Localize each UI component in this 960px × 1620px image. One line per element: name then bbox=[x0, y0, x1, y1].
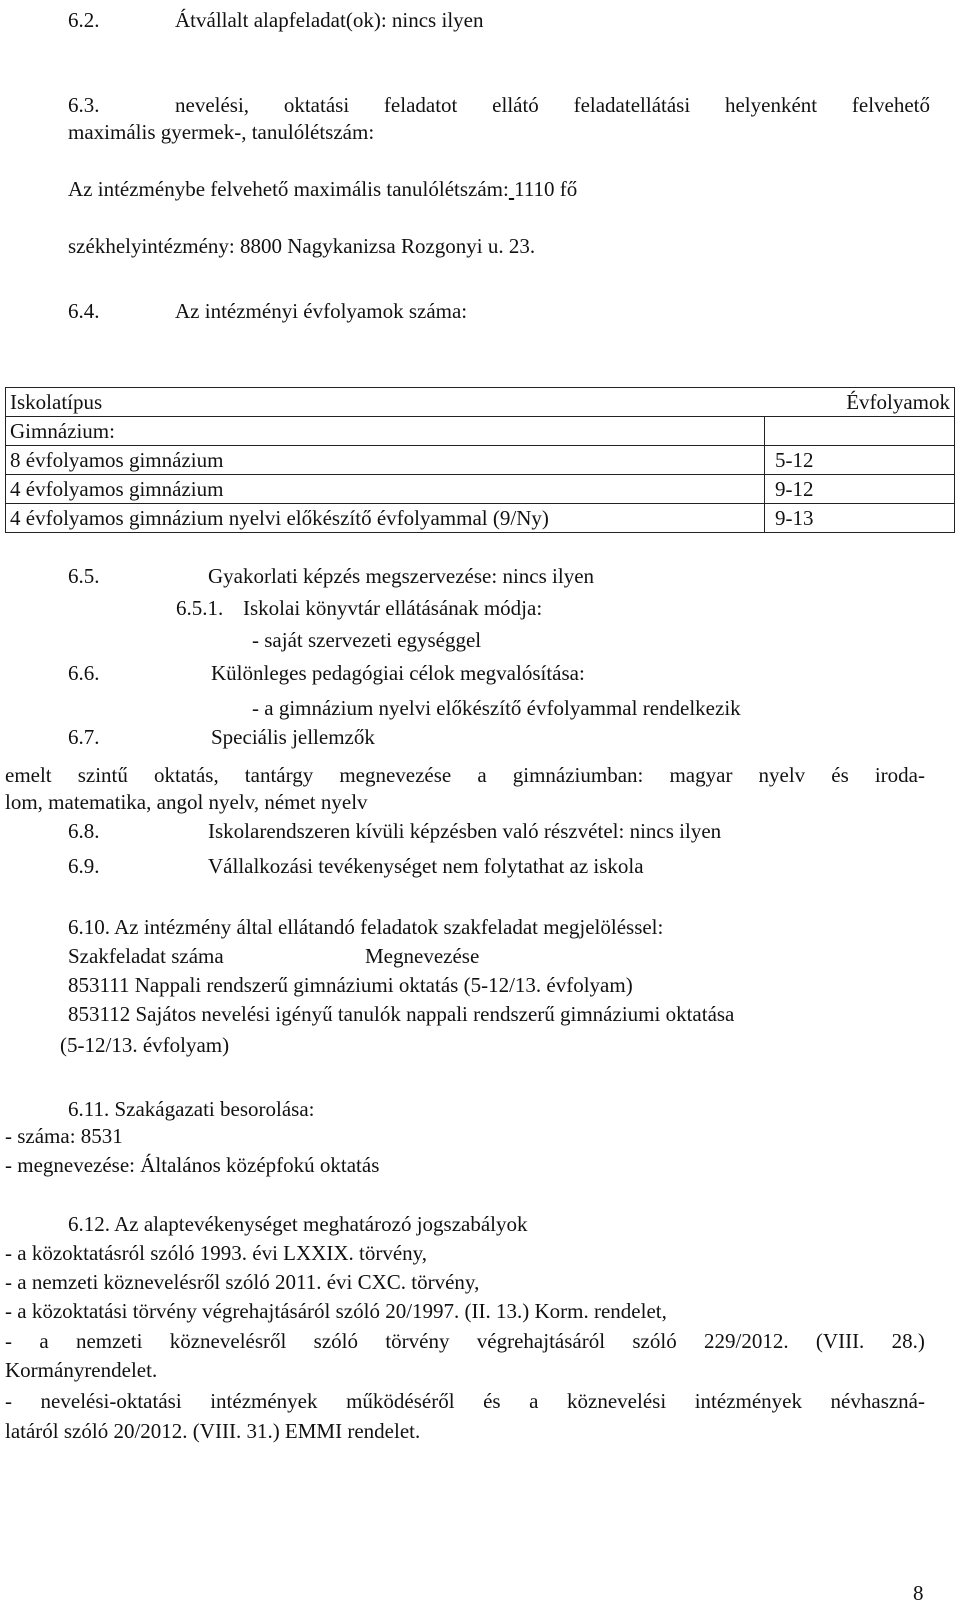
section-6-11 bbox=[68, 1096, 314, 1122]
section-6-5-number: 6.5. bbox=[68, 564, 100, 588]
section-6-7-body1-text: emelt szintű oktatás, tantárgy megnevezése a gimnáziumban: magyar nyelv és iroda- bbox=[5, 763, 925, 787]
section-6-5-1 bbox=[176, 595, 543, 621]
max-enrollment-label: Az intézménybe felvehető maximális tanulólétszám: bbox=[68, 177, 509, 201]
seat-institution: székhelyintézmény: 8800 Nagykanizsa Rozgonyi u. 23. bbox=[68, 234, 536, 258]
section-6-5-1-item: - saját szervezeti egységgel bbox=[252, 628, 482, 652]
law-4-word: 229/2012. bbox=[704, 1329, 789, 1353]
column-activity-name: Megnevezése bbox=[365, 944, 480, 968]
section-6-6-item: - a gimnázium nyelvi előkészítő évfolyammal rendelkezik bbox=[252, 696, 741, 720]
section-6-2 bbox=[68, 7, 484, 33]
table-cell-type: 4 évfolyamos gimnázium nyelvi előkészítő évfolyammal (9/Ny) bbox=[6, 504, 765, 533]
header-grades: Évfolyamok bbox=[765, 388, 955, 417]
section-6-7-body-line2: lom, matematika, angol nyelv, német nyelv bbox=[5, 790, 368, 814]
law-4-word: nemzeti bbox=[75, 1329, 143, 1353]
activity-item-2: 853112 Sajátos nevelési igényű tanulók nappali rendszerű gimnáziumi oktatása bbox=[68, 1002, 735, 1026]
law-3: - a közoktatási törvény végrehajtásáról szóló 20/1997. (II. 13.) Korm. rendelet, bbox=[5, 1299, 667, 1323]
table-row bbox=[6, 475, 955, 504]
law-4-word: köznevelésről bbox=[169, 1329, 287, 1353]
section-6-6-number: 6.6. bbox=[68, 661, 100, 685]
law-4-word: - bbox=[5, 1329, 12, 1353]
section-6-12-text: Az alaptevékenységet meghatározó jogszabályok bbox=[114, 1212, 528, 1236]
column-activity-number: Szakfeladat száma bbox=[68, 944, 224, 968]
max-enrollment bbox=[68, 176, 577, 202]
table-header-row bbox=[6, 388, 955, 417]
table-row bbox=[6, 504, 955, 533]
section-6-3-number: 6.3. bbox=[68, 93, 100, 117]
section-6-6-text: Különleges pedagógiai célok megvalósítása: bbox=[211, 661, 585, 685]
section-6-4-text: Az intézményi évfolyamok száma: bbox=[175, 299, 468, 323]
section-6-10-text: Az intézmény által ellátandó feladatok szakfeladat megjelöléssel: bbox=[114, 915, 664, 939]
section-6-2-text: Átvállalt alapfeladat(ok): nincs ilyen bbox=[175, 8, 484, 32]
section-6-9-number: 6.9. bbox=[68, 854, 100, 878]
table-cell-empty bbox=[765, 417, 955, 446]
law-4-cont: Kormányrendelet. bbox=[5, 1358, 158, 1382]
law-4-word: törvény bbox=[385, 1329, 450, 1353]
page-number: 8 bbox=[913, 1581, 924, 1605]
section-6-11-text: Szakágazati besorolása: bbox=[114, 1097, 315, 1121]
table-cell-type: 4 évfolyamos gimnázium bbox=[6, 475, 765, 504]
activity-item-1: 853111 Nappali rendszerű gimnáziumi oktatás (5-12/13. évfolyam) bbox=[68, 973, 633, 997]
law-2: - a nemzeti köznevelésről szóló 2011. évi CXC. törvény, bbox=[5, 1270, 480, 1294]
section-6-2-number: 6.2. bbox=[68, 8, 100, 32]
section-6-6 bbox=[68, 660, 585, 686]
section-6-8 bbox=[68, 818, 722, 844]
activity-item-2-cont: (5-12/13. évfolyam) bbox=[60, 1033, 230, 1057]
section-6-5-text: Gyakorlati képzés megszervezése: nincs ilyen bbox=[208, 564, 595, 588]
law-4-word: szóló bbox=[632, 1329, 677, 1353]
sector-name: - megnevezése: Általános középfokú oktatás bbox=[5, 1153, 380, 1177]
law-4-word: végrehajtásáról bbox=[476, 1329, 606, 1353]
section-6-3-line1: nevelési, oktatási feladatot ellátó feladatellátási helyenként felvehető bbox=[175, 93, 930, 117]
section-6-4 bbox=[68, 298, 468, 324]
section-6-10-columns bbox=[68, 943, 480, 969]
section-6-7 bbox=[68, 724, 375, 750]
section-6-5-1-text: Iskolai könyvtár ellátásának módja: bbox=[243, 596, 543, 620]
header-school-type: Iskolatípus bbox=[6, 388, 765, 417]
section-6-3-line2: maximális gyermek-, tanulólétszám: bbox=[68, 120, 375, 144]
section-6-9 bbox=[68, 853, 644, 879]
max-enrollment-value: 1110 fő bbox=[514, 177, 578, 201]
section-6-7-body-line1 bbox=[5, 762, 925, 788]
section-6-10 bbox=[68, 914, 663, 940]
law-5-cont: latáról szóló 20/2012. (VIII. 31.) EMMI rendelet. bbox=[5, 1419, 421, 1443]
section-6-5 bbox=[68, 563, 595, 589]
section-6-9-text: Vállalkozási tevékenységet nem folytathat az iskola bbox=[208, 854, 644, 878]
sector-number: - száma: 8531 bbox=[5, 1124, 123, 1148]
grade-levels-table bbox=[5, 387, 955, 533]
law-5 bbox=[5, 1388, 925, 1414]
table-group-label: Gimnázium: bbox=[6, 417, 765, 446]
section-6-3-heading bbox=[68, 92, 930, 118]
law-1: - a közoktatásról szóló 1993. évi LXXIX. törvény, bbox=[5, 1241, 428, 1265]
law-5-text: - nevelési-oktatási intézmények működéséről és a köznevelési intézmények névhaszná- bbox=[5, 1389, 925, 1413]
section-6-11-number: 6.11. bbox=[68, 1097, 110, 1121]
section-6-8-number: 6.8. bbox=[68, 819, 100, 843]
law-4-word: (VIII. bbox=[815, 1329, 865, 1353]
law-4-word: szóló bbox=[313, 1329, 358, 1353]
section-6-5-1-number: 6.5.1. bbox=[176, 596, 224, 620]
section-6-12-number: 6.12. bbox=[68, 1212, 110, 1236]
table-cell-grades: 5-12 bbox=[765, 446, 955, 475]
section-6-12 bbox=[68, 1211, 528, 1237]
section-6-10-number: 6.10. bbox=[68, 915, 110, 939]
section-6-8-text: Iskolarendszeren kívüli képzésben való részvétel: nincs ilyen bbox=[208, 819, 722, 843]
table-cell-grades: 9-12 bbox=[765, 475, 955, 504]
law-4 bbox=[5, 1328, 925, 1354]
law-4-word: 28.) bbox=[891, 1329, 925, 1353]
section-6-7-number: 6.7. bbox=[68, 725, 100, 749]
section-6-4-number: 6.4. bbox=[68, 299, 100, 323]
table-cell-type: 8 évfolyamos gimnázium bbox=[6, 446, 765, 475]
section-6-7-text: Speciális jellemzők bbox=[211, 725, 375, 749]
table-cell-grades: 9-13 bbox=[765, 504, 955, 533]
table-row bbox=[6, 417, 955, 446]
law-4-word: a bbox=[39, 1329, 49, 1353]
table-row bbox=[6, 446, 955, 475]
